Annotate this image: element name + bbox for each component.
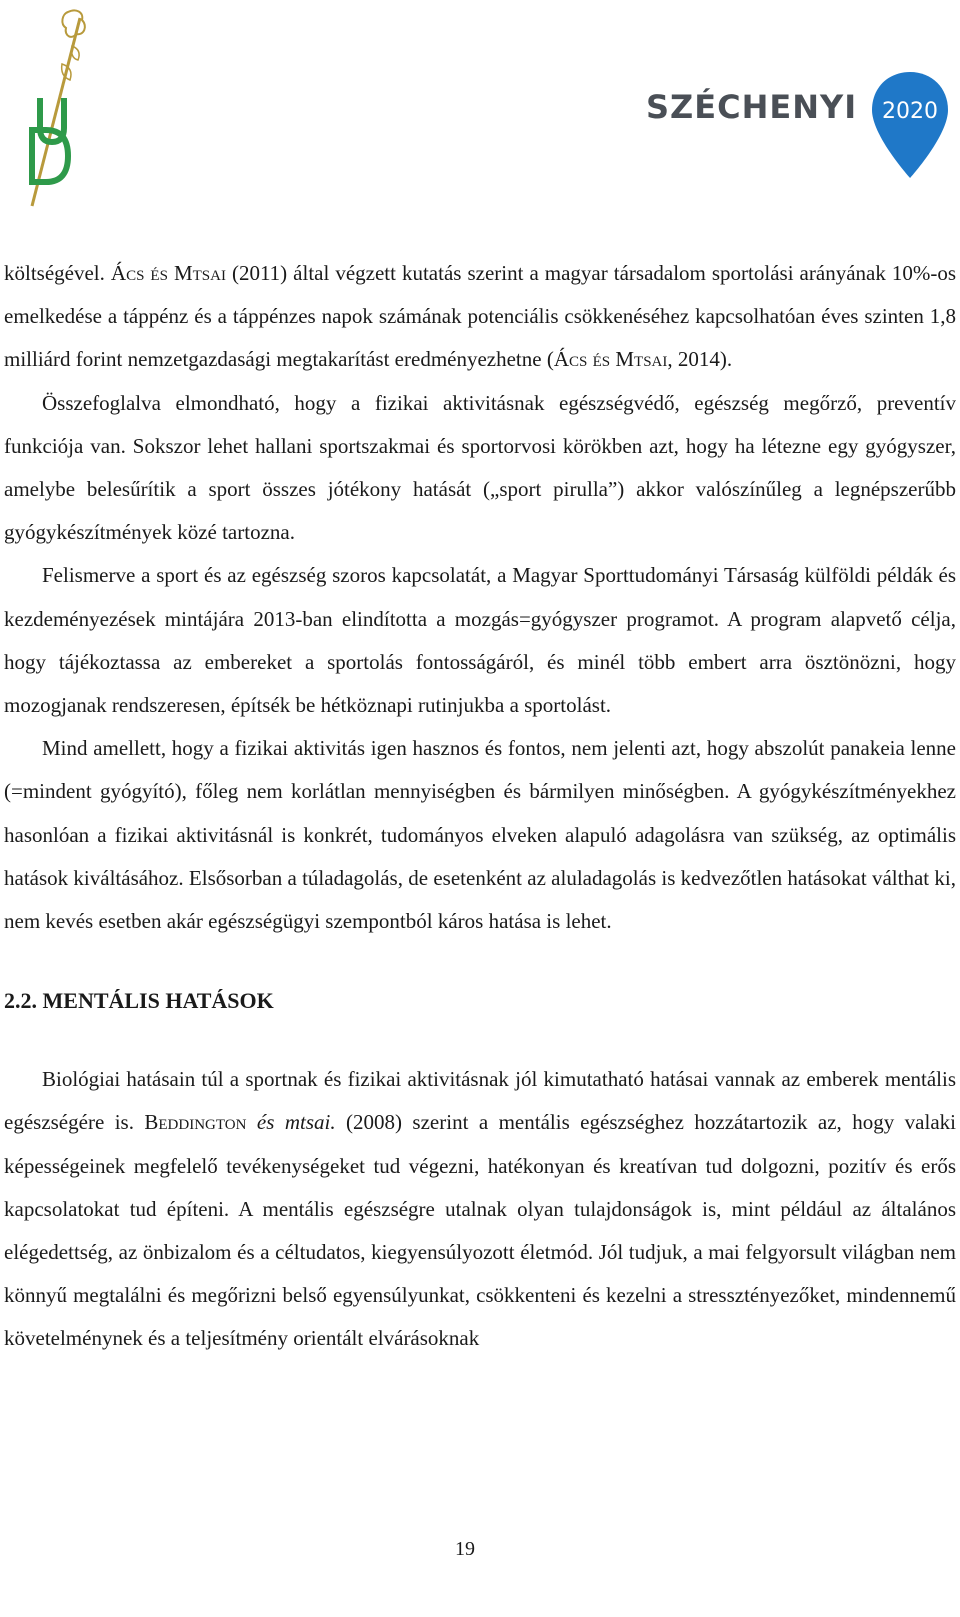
- text-run: [246, 1110, 256, 1134]
- text-run: (2008) szerint a mentális egészséghez hozzátartozik az, hogy valaki képességeinek megfelelő tevékenységeket tud végezni, hatékonyan és kreatívan tud dolgozni, pozitív és erős kapcsolatokat tud építeni. A mentális egészségre utalnak olyan tulajdonságok is, mint például az általános elégedettség, az önbizalom és a céltudatos, kiegyensúlyozott életmód. Jól tudjuk, a mai felgyorsult világban nem könnyű megtalálni és megőrizni belső egyensúlyunkat, csökkenteni és kezelni a stressztényezőket, mindennemű követelménynek és a teljesítmény orientált elvárásoknak: [4, 1110, 956, 1351]
- ud-logo: [18, 6, 98, 212]
- paragraph: [4, 252, 956, 382]
- page-number: 19: [455, 1538, 475, 1560]
- author-name: Ács és Mtsai: [553, 347, 668, 372]
- paragraph: [4, 554, 956, 727]
- text-run: (2011) által végzett kutatás szerint a magyar társadalom sportolási arányának 10%-os emelkedése a táppénz és a táppénzes napok számának potenciális csökkenéséhez kapcsolhatóan éves szinten 1,8 milliárd forint nemzetgazdasági megtakarítást eredményezhetne (: [4, 261, 956, 372]
- map-pin-icon: [868, 70, 952, 180]
- text-run: Biológiai hatásain túl a sportnak és fizikai aktivitásnak jól kimutatható hatásai vannak az emberek mentális egészségére is.: [4, 1067, 956, 1135]
- text-run: költségével.: [4, 261, 111, 285]
- logo-year: 2020: [882, 99, 938, 124]
- szechenyi-word: SZÉCHENYI: [646, 88, 858, 126]
- section-heading: 2.2. MENTÁLIS HATÁSOK: [4, 988, 274, 1014]
- text-run: , 2014).: [667, 347, 733, 372]
- author-name: Ács és Mtsai: [110, 261, 226, 285]
- text-run: Összefoglalva elmondható, hogy a fizikai aktivitásnak egészségvédő, egészség megőrző, preventív funkciója van. Sokszor lehet hallani sportszakmai és sportorvosi körökben azt, hogy ha létezne egy gyógyszer, amelybe belesűrítik a sport összes jótékony hatását („sport pirulla”) akkor valószínűleg a legnépszerűbb gyógykészítmények közé tartozna.: [4, 390, 956, 545]
- paragraph: [4, 1058, 956, 1360]
- italic-text: és mtsai.: [256, 1110, 336, 1135]
- text-run: Felismerve a sport és az egészség szoros kapcsolatát, a Magyar Sporttudományi Társaság külföldi példák és kezdeményezések mintájára 2013-ban elindította a mozgás=gyógyszer programot. A program alapvető célja, hogy tájékoztassa az embereket a sportolás fontosságáról, és minél több embert arra ösztönözni, hogy mozogjanak rendszeresen, építsék be hétköznapi rutinjukba a sportolást.: [4, 563, 956, 718]
- ud-logo-graphic: [18, 6, 98, 212]
- document-body: [4, 252, 956, 1361]
- paragraph: [4, 382, 956, 555]
- szechenyi-2020-logo: [640, 70, 950, 180]
- text-run: Mind amellett, hogy a fizikai aktivitás igen hasznos és fontos, nem jelenti azt, hogy abszolút panakeia lenne (=mindent gyógyító), főleg nem korlátlan mennyiségben és bármilyen minőségben. A gyógykészítményekhez hasonlóan a fizikai aktivitásnál is konkrét, tudományos elveken alapuló adagolásra van szükség, az optimális hatások kiváltásához. Elsősorban a túladagolás, de esetenként az aluladagolás is kedvezőtlen hatásokat válthat ki, nem kevés esetben akár egészségügyi szempontból káros hatása is lehet.: [4, 736, 956, 934]
- paragraph: [4, 727, 956, 943]
- author-name: Beddington: [144, 1110, 247, 1135]
